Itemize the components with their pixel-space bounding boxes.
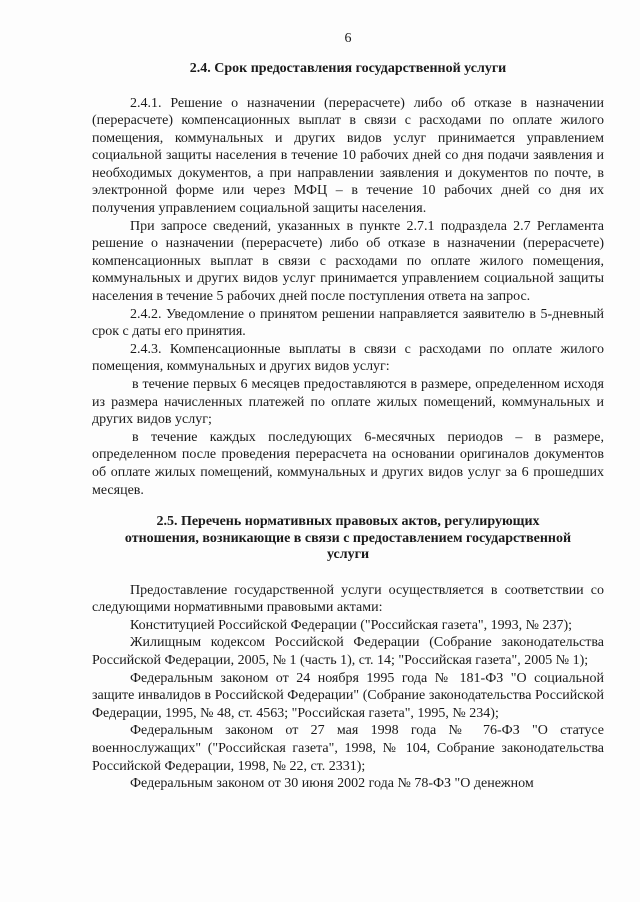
paragraph-first-6-months: в течение первых 6 месяцев предоставляются в размере, определенном исходя из размера начисленных платежей по оплате жилых помещений, коммунальных и других видов услуг; bbox=[92, 377, 604, 428]
paragraph-law-181fz: Федеральным законом от 24 ноября 1995 года № 181-ФЗ "О социальной защите инвалидов в Российской Федерации" (Собрание законодательства Российской Федерации, 1995, № 48, ст. 4563; "Российская газета", 1995, № 234); bbox=[92, 670, 604, 721]
paragraph-housing-code: Жилищным кодексом Российской Федерации (Собрание законодательства Российской Федерации, 2005, № 1 (часть 1), ст. 14; "Российская газета", 2005 № 1); bbox=[92, 635, 604, 669]
paragraph-law-76fz: Федеральным законом от 27 мая 1998 года № 76-ФЗ "О статусе военнослужащих" ("Российская газета", 1998, № 104, Собрание законодательства Российской Федерации, 1998, № 22, ст. 2331); bbox=[92, 723, 604, 774]
paragraph-2-4-2: 2.4.2. Уведомление о принятом решении направляется заявителю в 5-дневный срок с даты его принятия. bbox=[92, 306, 604, 340]
paragraph-subsequent-periods: в течение каждых последующих 6-месячных периодов – в размере, определенном после проведения перерасчета на основании оригиналов документов об оплате жилых помещений, коммунальных и других видов услуг за 6 прошедших месяцев. bbox=[92, 429, 604, 498]
section-2-5-heading: 2.5. Перечень нормативных правовых актов, регулирующих отношения, возникающие в связи с предоставлением государственной услуги bbox=[124, 514, 572, 563]
page-number: 6 bbox=[344, 31, 352, 46]
paragraph-2-4-1: 2.4.1. Решение о назначении (перерасчете) либо об отказе в назначении (перерасчете) компенсационных выплат в связи с расходами по оплате жилого помещения, коммунальных и других видов услуг принимается управлением социальной защиты населения в течение 10 рабочих дней со дня подачи заявления и необходимых документов, а при направлении заявления и документов по почте, в электронной форме или через МФЦ – в течение 10 рабочих дней со дня их получения управлением социальной защиты населения. bbox=[92, 95, 604, 217]
paragraph-2-4-3: 2.4.3. Компенсационные выплаты в связи с расходами по оплате жилого помещения, коммунальных и других видов услуг: bbox=[92, 341, 604, 375]
section-2-4-heading: 2.4. Срок предоставления государственной услуги bbox=[189, 61, 507, 76]
paragraph-legal-basis-intro: Предоставление государственной услуги осуществляется в соответствии со следующими нормативными правовыми актами: bbox=[92, 582, 604, 616]
paragraph-law-78fz: Федеральным законом от 30 июня 2002 года № 78-ФЗ "О денежном bbox=[130, 776, 534, 792]
paragraph-request-info: При запросе сведений, указанных в пункте 2.7.1 подраздела 2.7 Регламента решение о назначении (перерасчете) либо об отказе в назначении (перерасчете) компенсационных выплат в связи с расходами по оплате жилого помещения, коммунальных и других видов услуг принимается управлением социальной защиты населения в течение 5 рабочих дней после поступления ответа на запрос. bbox=[92, 218, 604, 305]
paragraph-constitution: Конституцией Российской Федерации ("Российская газета", 1993, № 237); bbox=[130, 617, 573, 633]
